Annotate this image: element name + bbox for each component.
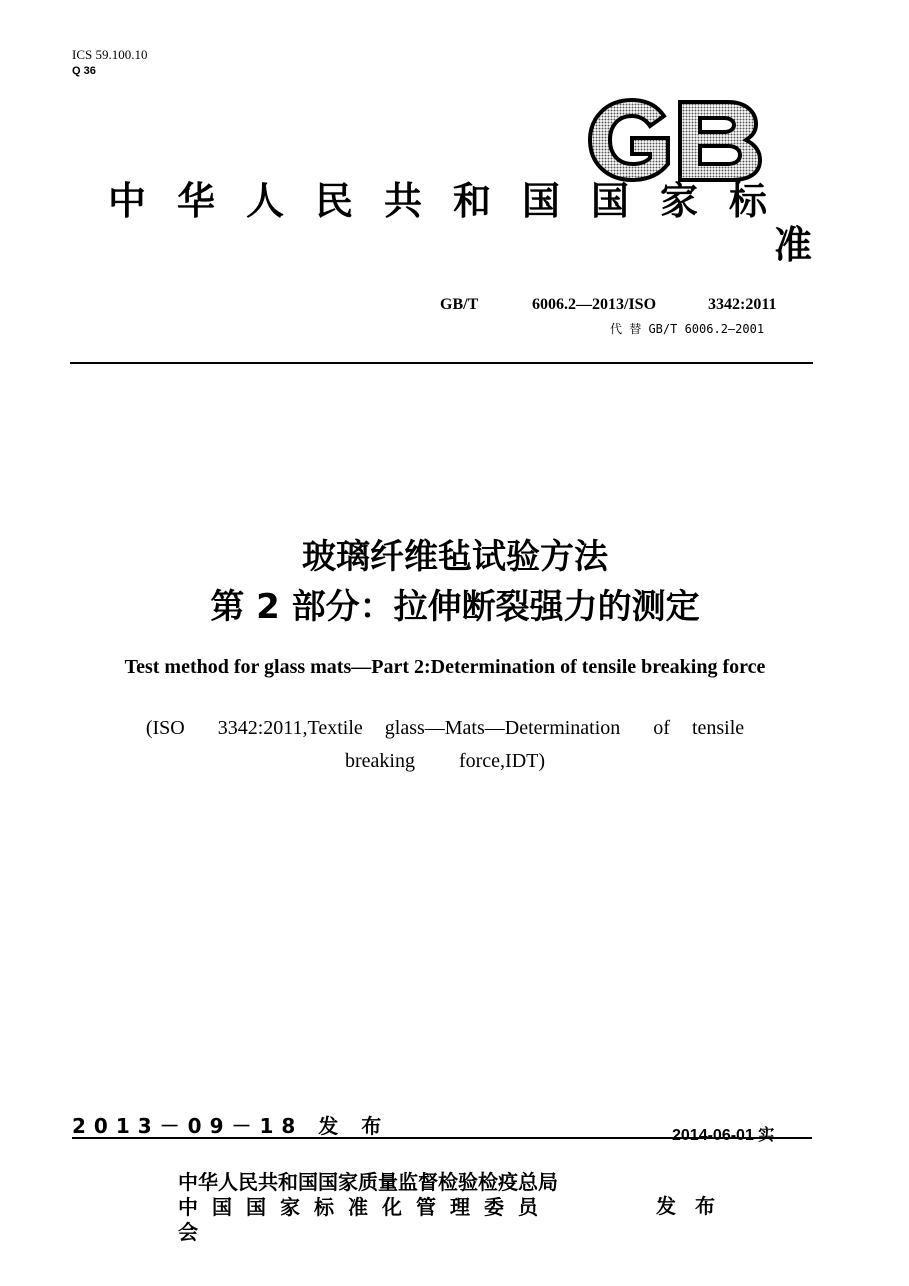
document-title [60,532,850,632]
header-divider [70,362,813,364]
issuer-aqsiq: 中华人民共和国国家质量监督检验检疫总局 [178,1170,558,1194]
iso-equivalence-line1: (ISO 3342:2011,Textile glass—Mats—Determination of tensile [145,717,745,739]
document-title-line1: 玻璃纤维毡试验方法 [302,537,608,577]
implementation-date: 2014-06-01 实 [672,1127,775,1144]
issuer-sac-continued: 会 [178,1220,198,1244]
iso-code: 3342:2011 [708,296,777,313]
publish-label: 发 布 [656,1194,721,1218]
english-title: Test method for glass mats—Part 2:Determination of tensile breaking force [124,656,766,678]
ccs-code: Q 36 [72,65,96,77]
standard-prefix: GB/T [440,296,479,313]
national-standard-title-continued: 准 [774,223,813,267]
standard-number [440,296,792,314]
iso-equivalence-line2: breaking force,IDT) [344,750,546,772]
standard-code: 6006.2—2013/ISO [532,296,657,313]
issue-date: 2013－09－18 发 布 [72,1114,390,1138]
issuer-sac: 中国国家标准化管理委员 [178,1195,552,1219]
national-standard-title: 中华人民共和国国家标 [108,179,799,223]
issuing-authorities [178,1170,628,1245]
gb-logo [586,94,764,186]
ics-block [72,47,147,79]
replaces-note: 代 替 GB/T 6006.2—2001 [610,322,765,336]
footer-divider [72,1137,812,1139]
document-title-line2: 第 2 部分：拉伸断裂强力的测定 [210,587,700,627]
ics-code: ICS 59.100.10 [72,47,148,62]
iso-equivalence [90,712,800,778]
